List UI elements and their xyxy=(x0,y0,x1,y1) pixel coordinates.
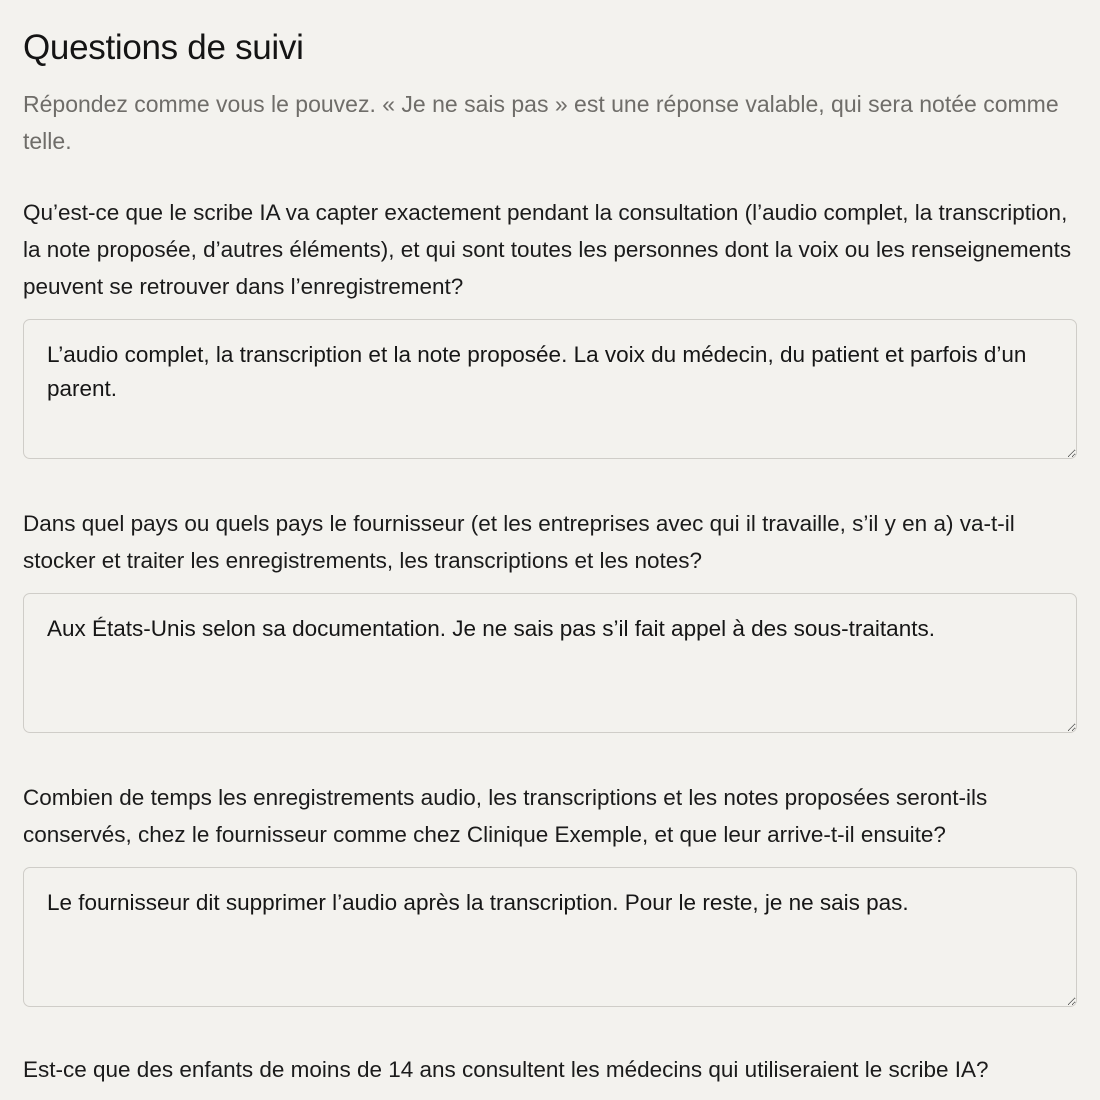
question-3 xyxy=(23,779,1077,1007)
question-4 xyxy=(23,1051,1077,1100)
question-2-label: Dans quel pays ou quels pays le fournisseur (et les entreprises avec qui il travaille, s’il y en a) va-t-il stocker et traiter les enregistrements, les transcriptions et les notes? xyxy=(23,511,1015,573)
question-3-label: Combien de temps les enregistrements audio, les transcriptions et les notes proposées seront-ils conservés, chez le fournisseur comme chez Clinique Exemple, et que leur arrive-t-il ensuite? xyxy=(23,785,988,847)
question-1-label: Qu’est-ce que le scribe IA va capter exactement pendant la consultation (l’audio complet, la transcription, la note proposée, d’autres éléments), et qui sont toutes les personnes dont la voix ou les renseignements peuvent se retrouver dans l’enregistrement? xyxy=(23,200,1072,299)
question-1 xyxy=(23,194,1077,459)
question-2 xyxy=(23,505,1077,733)
section-title: Questions de suivi xyxy=(23,28,304,67)
question-1-answer-field[interactable] xyxy=(23,319,1077,459)
question-3-answer-field[interactable] xyxy=(23,867,1077,1007)
question-2-answer-field[interactable] xyxy=(23,593,1077,733)
question-4-label: Est-ce que des enfants de moins de 14 ans consultent les médecins qui utiliseraient le scribe IA? xyxy=(23,1057,989,1082)
section-intro: Répondez comme vous le pouvez. « Je ne sais pas » est une réponse valable, qui sera notée comme telle. xyxy=(23,91,1059,154)
